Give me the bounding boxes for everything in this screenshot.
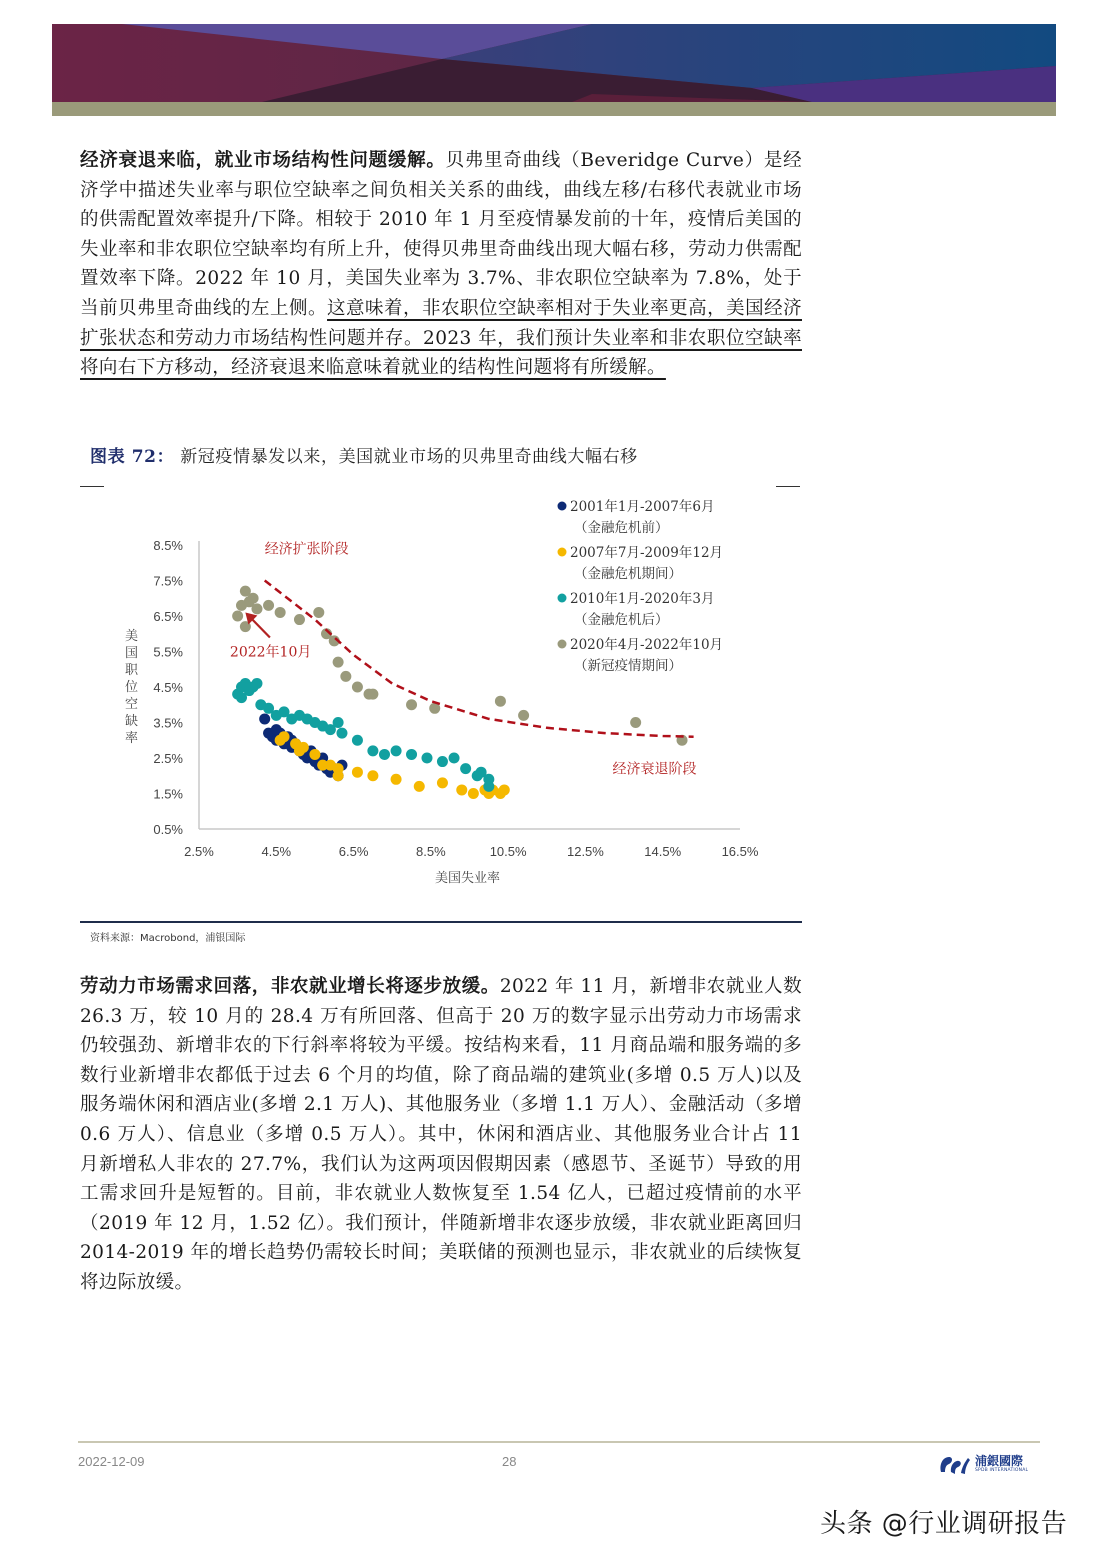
data-point-series-3 <box>391 745 402 756</box>
paragraph-lead: 劳动力市场需求回落，非农就业增长将逐步放缓。 <box>80 976 500 997</box>
y-tick-label: 7.5% <box>153 573 183 589</box>
data-point-series-4 <box>352 682 363 693</box>
figure-title: 新冠疫情暴发以来，美国就业市场的贝弗里奇曲线大幅右移 <box>180 447 638 467</box>
data-point-series-3 <box>476 767 487 778</box>
x-axis-label: 美国失业率 <box>434 871 501 886</box>
logo-subtitle: SPDB INTERNATIONAL <box>975 1468 1029 1473</box>
legend-marker-icon <box>558 640 567 649</box>
paragraph-beveridge <box>80 146 802 383</box>
caption-rule-left <box>80 486 104 487</box>
data-point-series-4 <box>232 611 243 622</box>
y-tick-label: 4.5% <box>153 680 183 695</box>
beveridge-curve-chart <box>80 492 802 922</box>
data-point-series-4 <box>340 671 351 682</box>
paragraph-lead: 经济衰退来临，就业市场结构性问题缓解。 <box>80 150 446 171</box>
legend-marker-icon <box>558 548 567 557</box>
data-point-series-3 <box>460 763 471 774</box>
x-tick-label: 12.5% <box>566 844 604 859</box>
data-point-series-2 <box>352 767 363 778</box>
data-point-series-2 <box>367 770 378 781</box>
figure-number: 图表 72： <box>90 447 175 467</box>
legend-marker-icon <box>558 594 567 603</box>
scatter-plot <box>80 492 802 922</box>
legend-sublabel: （金融危机前） <box>574 520 669 536</box>
data-point-series-3 <box>483 781 494 792</box>
data-point-series-4 <box>367 689 378 700</box>
data-point-series-2 <box>391 774 402 785</box>
figure-caption <box>90 442 638 467</box>
data-point-series-3 <box>352 735 363 746</box>
paragraph-body: 贝弗里奇曲线（Beveridge Curve）是经济学中描述失业率与职位空缺率之间负相关关系的曲线，曲线左移/右移代表就业市场的供需配置效率提升/下降。相较于 2010 年 1 月至疫情暴发前的十年，疫情后美国的失业率和非农职位空缺率均有所上升，使得贝弗里奇曲线出现大幅右移，劳动力供需配置效率下降。2022 年 10 月，美国失业率为 3.7%、非农职位空缺率为 7.8%，处于当前贝弗里奇曲线的左上侧。 <box>80 150 803 319</box>
figure-source: 资料来源：Macrobond，浦银国际 <box>90 933 246 944</box>
data-point-series-2 <box>468 788 479 799</box>
data-point-series-3 <box>379 749 390 760</box>
data-point-series-3 <box>333 717 344 728</box>
legend-label: 2020年4月-2022年10月 <box>570 637 724 653</box>
data-point-series-4 <box>263 600 274 611</box>
data-point-series-3 <box>421 753 432 764</box>
data-point-series-1 <box>259 713 270 724</box>
y-tick-label: 6.5% <box>153 609 183 624</box>
annotation-arrow <box>251 618 270 637</box>
header-banner <box>52 24 1056 116</box>
y-tick-label: 8.5% <box>153 538 183 553</box>
legend-sublabel: （金融危机后） <box>574 612 669 628</box>
legend-sublabel: （金融危机期间） <box>574 566 682 582</box>
data-point-series-2 <box>456 784 467 795</box>
x-tick-label: 10.5% <box>489 844 527 859</box>
y-tick-label: 0.5% <box>153 822 183 837</box>
legend-label: 2007年7月-2009年12月 <box>570 545 724 561</box>
chart-annotation: 经济衰退阶段 <box>612 761 697 778</box>
data-point-series-3 <box>437 756 448 767</box>
x-tick-label: 4.5% <box>261 844 292 859</box>
chart-annotation: 经济扩张阶段 <box>264 541 349 558</box>
logo-name: 浦銀國際 <box>975 1454 1024 1468</box>
data-point-series-4 <box>294 614 305 625</box>
data-point-series-4 <box>275 607 286 618</box>
data-point-series-2 <box>279 731 290 742</box>
y-tick-label: 1.5% <box>153 786 183 802</box>
data-point-series-2 <box>309 749 320 760</box>
data-point-series-2 <box>333 770 344 781</box>
page-number: 28 <box>502 1454 517 1469</box>
data-point-series-4 <box>313 607 324 618</box>
data-point-series-2 <box>414 781 425 792</box>
x-tick-label: 16.5% <box>721 844 759 859</box>
data-point-series-4 <box>518 710 529 721</box>
x-tick-label: 2.5% <box>184 844 214 859</box>
x-tick-label: 8.5% <box>416 844 446 859</box>
paragraph-underlined-conclusion: 这意味着，非农职位空缺率相对于失业率更高，美国经济扩张状态和劳动力市场结构性问题并存。2023 年，我们预计失业率和非农职位空缺率将向右下方移动，经济衰退来临意味着就业的结构性问题将有所缓解。 <box>80 297 802 379</box>
spdb-logo-icon <box>937 1452 971 1476</box>
y-tick-label: 3.5% <box>153 715 183 731</box>
data-point-series-3 <box>406 749 417 760</box>
y-axis-label: 美国职位空缺率 <box>125 629 139 746</box>
paragraph-nonfarm <box>80 972 802 1298</box>
x-tick-label: 6.5% <box>338 844 369 859</box>
data-point-series-4 <box>495 696 506 707</box>
x-tick-label: 14.5% <box>644 844 682 859</box>
y-tick-label: 2.5% <box>153 751 183 766</box>
chart-annotation: 2022年10月 <box>229 644 312 661</box>
paragraph-body: 2022 年 11 月，新增非农就业人数 26.3 万，较 10 月的 28.4 万有所回落、但高于 20 万的数字显示出劳动力市场需求仍较强劲、新增非农的下行斜率将较为平缓。按结构来看，11 月商品端和服务端的多数行业新增非农都低于过去 6 个月的均值，除了商品端的建筑业(多增 0.5 万人)以及服务端休闲和酒店业(多增 2.1 万人)、其他服务业（多增 1.1 万人）、金融活动（多增 0.6 万人）、信息业（多增 0.5 万人）。其中，休闲和酒店业、其他服务业合计占 11 月新增私人非农的 27.7%，我们认为这两项因假期因素（感恩节、圣诞节）导致的用工需求回升是短暂的。目前，非农就业人数恢复至 1.54 亿人，已超过疫情前的水平（2019 年 12 月，1.52 亿）。我们预计，伴随新增非农逐步放缓，非农就业距离回归 2014-2019 年的增长趋势仍需较长时间；美联储的预测也显示，非农就业的后续恢复将边际放缓。 <box>80 976 802 1293</box>
data-point-series-4 <box>251 603 262 614</box>
data-point-series-3 <box>367 745 378 756</box>
y-tick-label: 5.5% <box>153 644 183 660</box>
data-point-series-3 <box>449 753 460 764</box>
data-point-series-4 <box>333 657 344 668</box>
data-point-series-4 <box>406 699 417 710</box>
source-divider <box>80 921 802 923</box>
watermark: 头条 @行业调研报告 <box>820 1509 1068 1539</box>
legend-sublabel: （新冠疫情期间） <box>574 658 682 674</box>
footer-date: 2022-12-09 <box>78 1454 145 1469</box>
legend-label: 2010年1月-2020年3月 <box>570 591 715 607</box>
caption-rule-right <box>776 486 800 487</box>
data-point-series-3 <box>251 678 262 689</box>
spdb-logo <box>937 1452 1028 1476</box>
data-point-series-4 <box>630 717 641 728</box>
legend-label: 2001年1月-2007年6月 <box>570 499 715 515</box>
footer-divider <box>78 1441 1040 1443</box>
data-point-series-3 <box>236 692 247 703</box>
data-point-series-3 <box>336 728 347 739</box>
data-point-series-2 <box>499 784 510 795</box>
legend-marker-icon <box>558 502 567 511</box>
data-point-series-2 <box>298 742 309 753</box>
data-point-series-4 <box>248 593 259 604</box>
data-point-series-2 <box>437 777 448 788</box>
